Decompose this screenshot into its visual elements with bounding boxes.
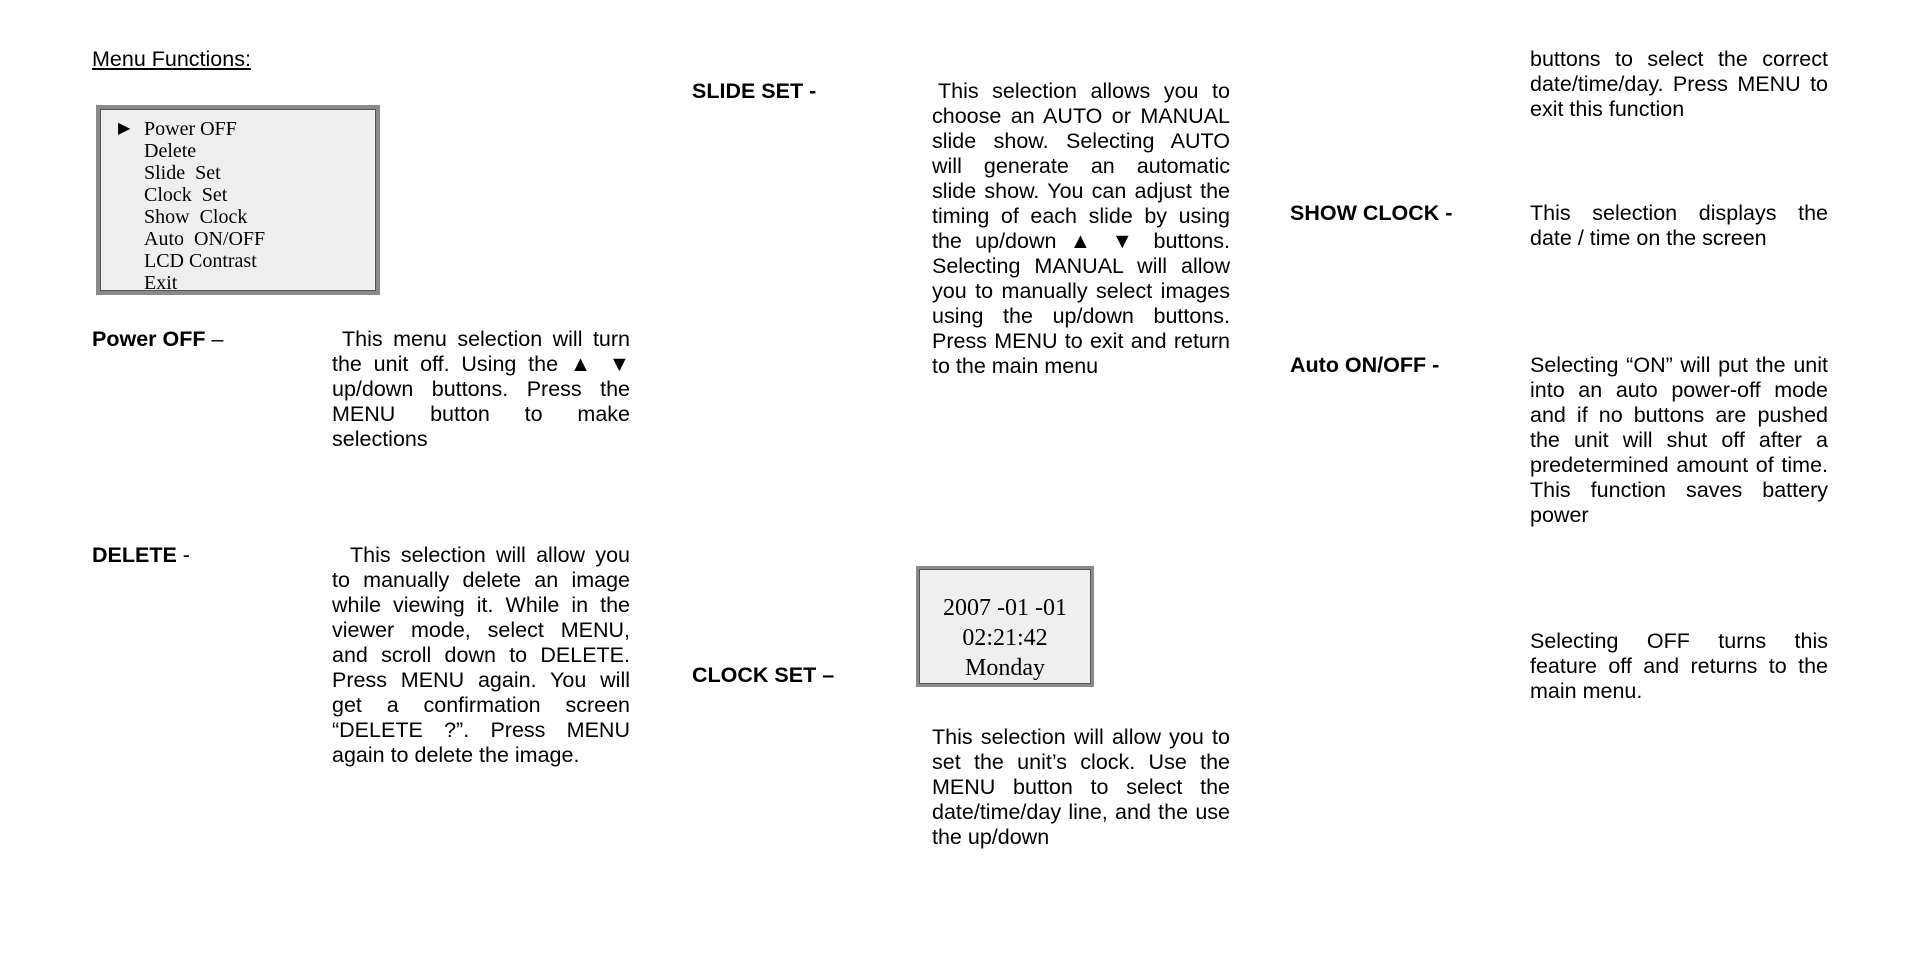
delete-description: This selection will allow you to manually delete an image while viewing it. While in the viewer mode, select MENU, and scroll down to DELETE. Press MENU again. You will get a confirmation screen “DELETE ?”. Press MENU again to delete the image. xyxy=(332,543,630,767)
slide-set-term: SLIDE SET - xyxy=(692,79,817,103)
menu-item-power-off: ▶ Power OFF xyxy=(118,118,237,140)
auto-onoff-term: Auto ON/OFF - xyxy=(1290,353,1440,377)
delete-term: DELETE - xyxy=(92,543,190,567)
menu-item-slide-set: Slide Set xyxy=(144,162,221,184)
clock-date: 2007 -01 -01 xyxy=(943,595,1067,621)
auto-onoff-description: Selecting “ON” will put the unit into an auto power-off mode and if no buttons are pushed the unit will shut off after a predetermined amount of time. This function saves battery power xyxy=(1530,353,1828,527)
slide-set-description: This selection allows you to choose an AUTO or MANUAL slide show. Selecting AUTO will generate an automatic slide show. You can adjust the timing of each slide by using the up/down ▲ ▼ buttons. Selecting MANUAL will allow you to manually select images using the up/down buttons. Press MENU to exit and return to the main menu xyxy=(932,79,1230,378)
power-off-term: Power OFF – xyxy=(92,327,224,351)
show-clock-term: SHOW CLOCK - xyxy=(1290,201,1453,225)
clock-screen xyxy=(916,566,1094,687)
menu-screen xyxy=(96,105,380,295)
selected-arrow-icon: ▶ xyxy=(118,120,131,137)
clock-day: Monday xyxy=(965,655,1045,681)
power-off-description: This menu selection will turn the unit off. Using the ▲ ▼ up/down buttons. Press the MENU button to make selections xyxy=(332,327,630,451)
page-heading: Menu Functions: xyxy=(92,47,251,71)
menu-item-show-clock: Show Clock xyxy=(144,206,248,228)
clock-set-description: This selection will allow you to set the unit’s clock. Use the MENU button to select the date/time/day line, and the use the up/down xyxy=(932,725,1230,849)
clock-set-term: CLOCK SET – xyxy=(692,663,835,687)
show-clock-description: This selection displays the date / time on the screen xyxy=(1530,201,1828,250)
menu-item-exit: Exit xyxy=(144,272,178,294)
clock-set-continued: buttons to select the correct date/time/day. Press MENU to exit this function xyxy=(1530,47,1828,121)
auto-onoff-off-description: Selecting OFF turns this feature off and returns to the main menu. xyxy=(1530,629,1828,703)
menu-item-clock-set: Clock Set xyxy=(144,184,228,206)
clock-time: 02:21:42 xyxy=(962,625,1048,651)
menu-item-delete: Delete xyxy=(144,140,197,162)
menu-item-auto-onoff: Auto ON/OFF xyxy=(144,228,266,250)
menu-item-lcd-contrast: LCD Contrast xyxy=(144,250,257,272)
